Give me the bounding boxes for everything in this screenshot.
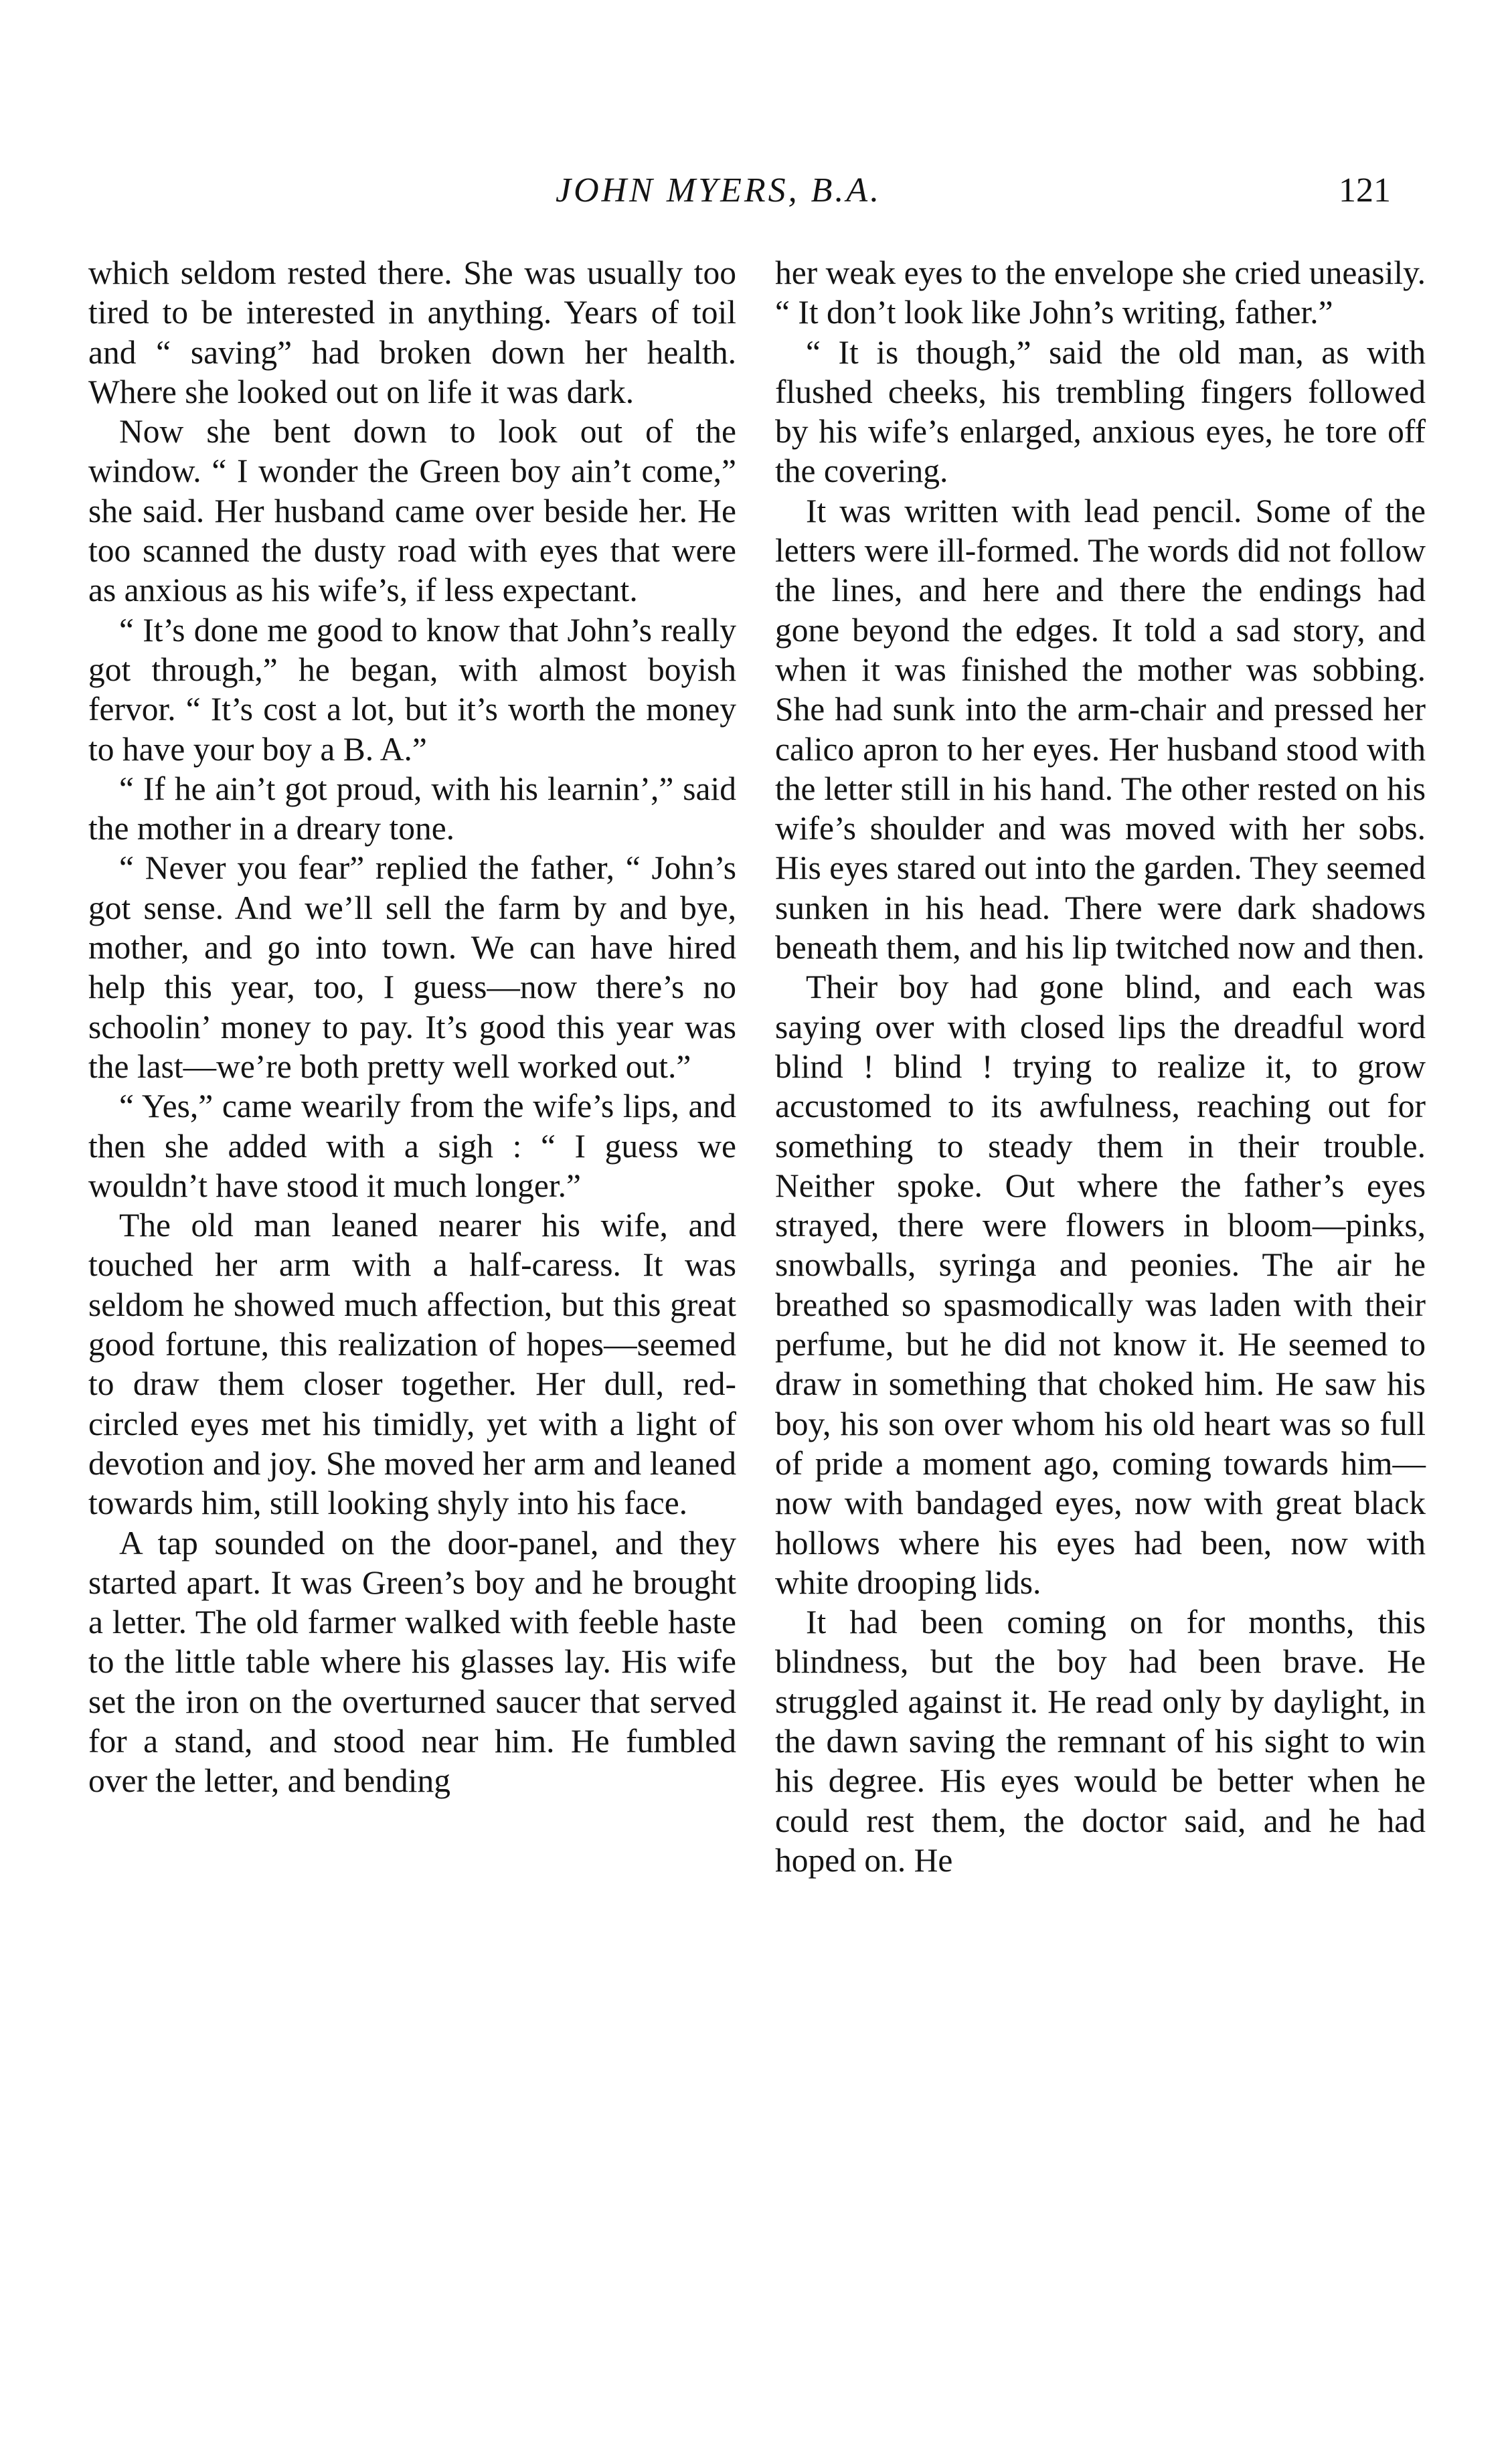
paragraph: “ Never you fear” replied the father, “ John’s got sense. And we’ll sell the farm by and bye, mother, and go into town. We can have hired help this year, too, I guess—now there’s no schoolin’ money to pay. It’s good this year was the last—we’re both pretty well worked out.” xyxy=(88,849,736,1085)
left-column xyxy=(88,253,736,1801)
paragraph: which seldom rested there. She was usually too tired to be interested in anything. Years of toil and “ saving” had broken down her health. Where she looked out on life it was dark. xyxy=(88,254,736,410)
right-column xyxy=(775,253,1426,1880)
paragraph: Now she bent down to look out of the window. “ I wonder the Green boy ain’t come,” she said. Her husband came over beside her. He too scanned the dusty road with eyes that were as anxious as his wife’s, if less expectant. xyxy=(88,413,736,609)
running-title: JOHN MYERS, B.A. xyxy=(556,171,882,209)
paragraph: A tap sounded on the door-panel, and they started apart. It was Green’s boy and he brought a letter. The old farmer walked with feeble haste to the little table where his glasses lay. His wife set the iron on the overturned saucer that served for a stand, and stood near him. He fumbled over the letter, and bending xyxy=(88,1524,736,1800)
paragraph: Their boy had gone blind, and each was saying over with closed lips the dreadful word blind ! blind ! trying to realize it, to grow accustomed to its awfulness, reaching out for something to steady them in their trouble. Neither spoke. Out where the father’s eyes strayed, there were flowers in bloom—pinks, snowballs, syringa and peonies. The air he breathed so spasmodically was laden with their perfume, but he did not know it. He seemed to draw in something that choked him. He saw his boy, his son over whom his old heart was so full of pride a moment ago, coming towards him—now with bandaged eyes, now with great black hollows where his eyes had been, now with white drooping lids. xyxy=(775,968,1426,1601)
running-head xyxy=(0,171,1512,224)
paragraph: “ It’s done me good to know that John’s really got through,” he began, with almost boyish fervor. “ It’s cost a lot, but it’s worth the money to have your boy a B. A.” xyxy=(88,611,736,768)
paragraph: her weak eyes to the envelope she cried uneasily. “ It don’t look like John’s writing, father.” xyxy=(775,254,1426,331)
paragraph: It had been coming on for months, this blindness, but the boy had been brave. He struggled against it. He read only by daylight, in the dawn saving the remnant of his sight to win his degree. His eyes would be better when he could rest them, the doctor said, and he had hoped on. He xyxy=(775,1604,1426,1879)
page-number: 121 xyxy=(1339,171,1391,209)
paragraph: It was written with lead pencil. Some of the letters were ill-formed. The words did not follow the lines, and here and there the endings had gone beyond the edges. It told a sad story, and when it was finished the mother was sobbing. She had sunk into the arm-chair and pressed her calico apron to her eyes. Her husband stood with the letter still in his hand. The other rested on his wife’s shoulder and was moved with her sobs. His eyes stared out into the garden. They seemed sunken in his head. There were dark shadows beneath them, and his lip twitched now and then. xyxy=(775,492,1426,966)
paragraph: “ Yes,” came wearily from the wife’s lips, and then she added with a sigh : “ I guess we wouldn’t have stood it much longer.” xyxy=(88,1088,736,1204)
paragraph: “ If he ain’t got proud, with his learnin’,” said the mother in a dreary tone. xyxy=(88,770,736,847)
paragraph: “ It is though,” said the old man, as with flushed cheeks, his trembling fingers followed by his wife’s enlarged, anxious eyes, he tore off the covering. xyxy=(775,333,1426,490)
paragraph: The old man leaned nearer his wife, and touched her arm with a half-caress. It was seldom he showed much affection, but this great good fortune, this realization of hopes—seemed to draw them closer together. Her dull, red-circled eyes met his timidly, yet with a light of devotion and joy. She moved her arm and leaned towards him, still looking shyly into his face. xyxy=(88,1207,736,1522)
